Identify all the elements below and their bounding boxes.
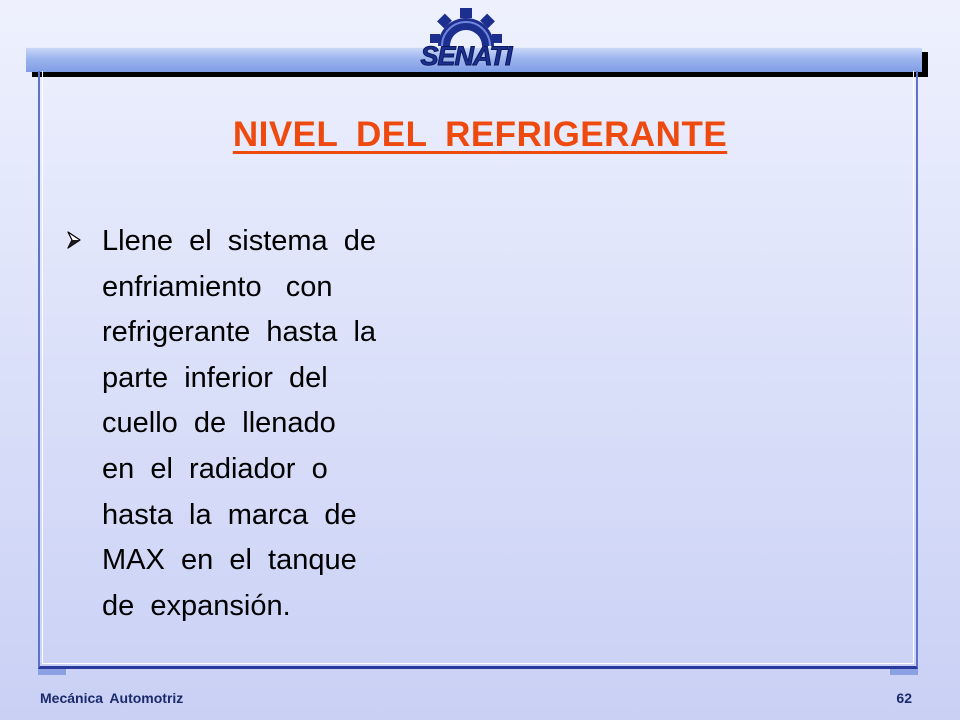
footer-course-name: Mecánica Automotriz: [40, 690, 184, 706]
bullet-line: Llene el sistema de: [102, 225, 377, 257]
arrowhead-bullet-icon: [66, 231, 82, 249]
bullet-line: parte inferior del: [102, 361, 328, 394]
bullet-line: enfriamiento con: [102, 270, 333, 303]
bullet-line: de expansión.: [102, 589, 291, 622]
logo-text: SENATI: [420, 41, 512, 71]
frame-foot-right: [890, 669, 918, 675]
slide-title: NIVEL DEL REFRIGERANTE: [232, 115, 728, 154]
bullet-line: en el radiador o: [102, 452, 328, 485]
senati-logo: [398, 2, 534, 74]
bullet-line: hasta la marca de: [102, 498, 357, 531]
bullet-line: MAX en el tanque: [102, 544, 357, 577]
bullet-line: refrigerante hasta la: [102, 316, 377, 349]
footer-page-number: 62: [896, 690, 912, 706]
bullet-text: [102, 219, 462, 629]
frame-foot-left: [38, 669, 66, 675]
bullet-line: cuello de llenado: [102, 407, 336, 440]
